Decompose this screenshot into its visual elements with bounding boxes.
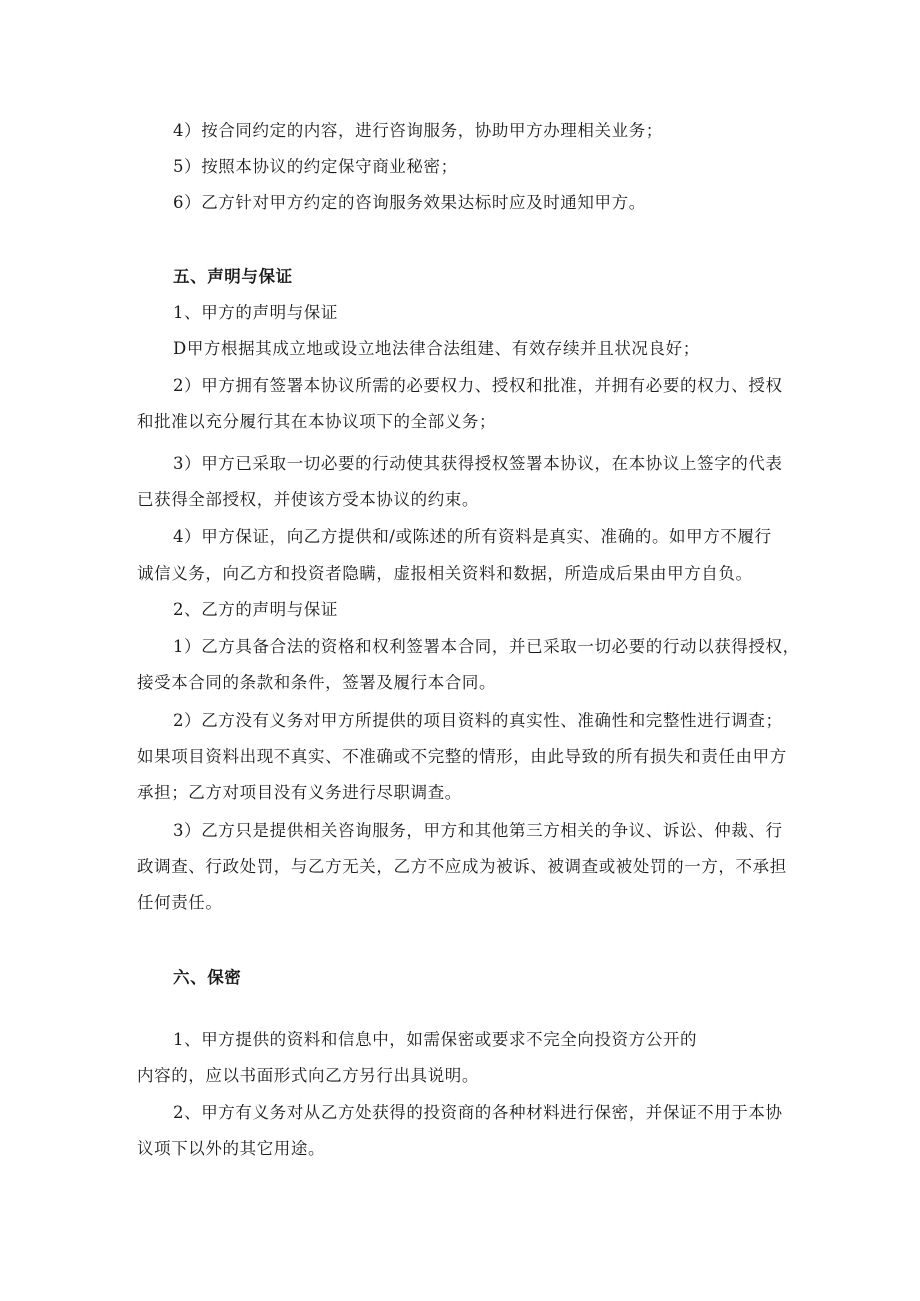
confidential-item-2: 2、甲方有义务对从乙方处获得的投资商的各种材料进行保密，并保证不用于本协 xyxy=(173,1103,783,1122)
party-b-item-2-cont: 承担；乙方对项目没有义务进行尽职调查。 xyxy=(137,783,462,802)
clause-6: 6）乙方针对甲方约定的咨询服务效果达标时应及时通知甲方。 xyxy=(173,193,646,212)
section-6-heading: 六、保密 xyxy=(173,968,242,987)
confidential-item-1-cont: 内容的，应以书面形式向乙方另行出具说明。 xyxy=(137,1066,479,1085)
party-a-item-3: 3）甲方已采取一切必要的行动使其获得授权签署本协议，在本协议上签字的代表 xyxy=(173,454,783,473)
party-b-item-3-cont: 政调查、行政处罚，与乙方无关，乙方不应成为被诉、被调查或被处罚的一方，不承担 xyxy=(137,857,787,876)
party-b-item-2-cont: 如果项目资料出现不真实、不准确或不完整的情形，由此导致的所有损失和责任由甲方 xyxy=(137,747,787,766)
party-b-item-2: 2）乙方没有义务对甲方所提供的项目资料的真实性、准确性和完整性进行调查； xyxy=(173,711,783,730)
party-a-item-4: 4）甲方保证，向乙方提供和/或陈述的所有资料是真实、准确的。如甲方不履行 xyxy=(173,527,772,546)
clause-4: 4）按合同约定的内容，进行咨询服务，协助甲方办理相关业务； xyxy=(173,121,663,140)
party-a-item-2-cont: 和批准以充分履行其在本协议项下的全部义务； xyxy=(137,412,497,431)
clause-5: 5）按照本协议的约定保守商业秘密； xyxy=(173,157,458,176)
party-b-item-1: 1）乙方具备合法的资格和权利签署本合同，并已采取一切必要的行动以获得授权， xyxy=(173,637,800,656)
confidential-item-1: 1、甲方提供的资料和信息中，如需保密或要求不完全向投资方公开的 xyxy=(173,1030,698,1049)
party-a-item-4-cont: 诚信义务，向乙方和投资者隐瞒，虚报相关资料和数据，所造成后果由甲方自负。 xyxy=(137,564,753,583)
party-a-item-2: 2）甲方拥有签署本协议所需的必要权力、授权和批准，并拥有必要的权力、授权 xyxy=(173,376,783,395)
party-b-item-3-cont: 任何责任。 xyxy=(137,893,223,912)
party-a-item-3-cont: 已获得全部授权，并使该方受本协议的约束。 xyxy=(137,490,479,509)
section-5-heading: 五、声明与保证 xyxy=(173,267,293,286)
subsection-1-title: 1、甲方的声明与保证 xyxy=(173,303,338,322)
subsection-2-title: 2、乙方的声明与保证 xyxy=(173,600,338,619)
party-b-item-1-cont: 接受本合同的条款和条件，签署及履行本合同。 xyxy=(137,673,497,692)
party-a-item-1: D甲方根据其成立地或设立地法律合法组建、有效存续并且状况良好； xyxy=(173,339,700,358)
party-b-item-3: 3）乙方只是提供相关咨询服务，甲方和其他第三方相关的争议、诉讼、仲裁、行 xyxy=(173,821,783,840)
confidential-item-2-cont: 议项下以外的其它用途。 xyxy=(137,1139,326,1158)
